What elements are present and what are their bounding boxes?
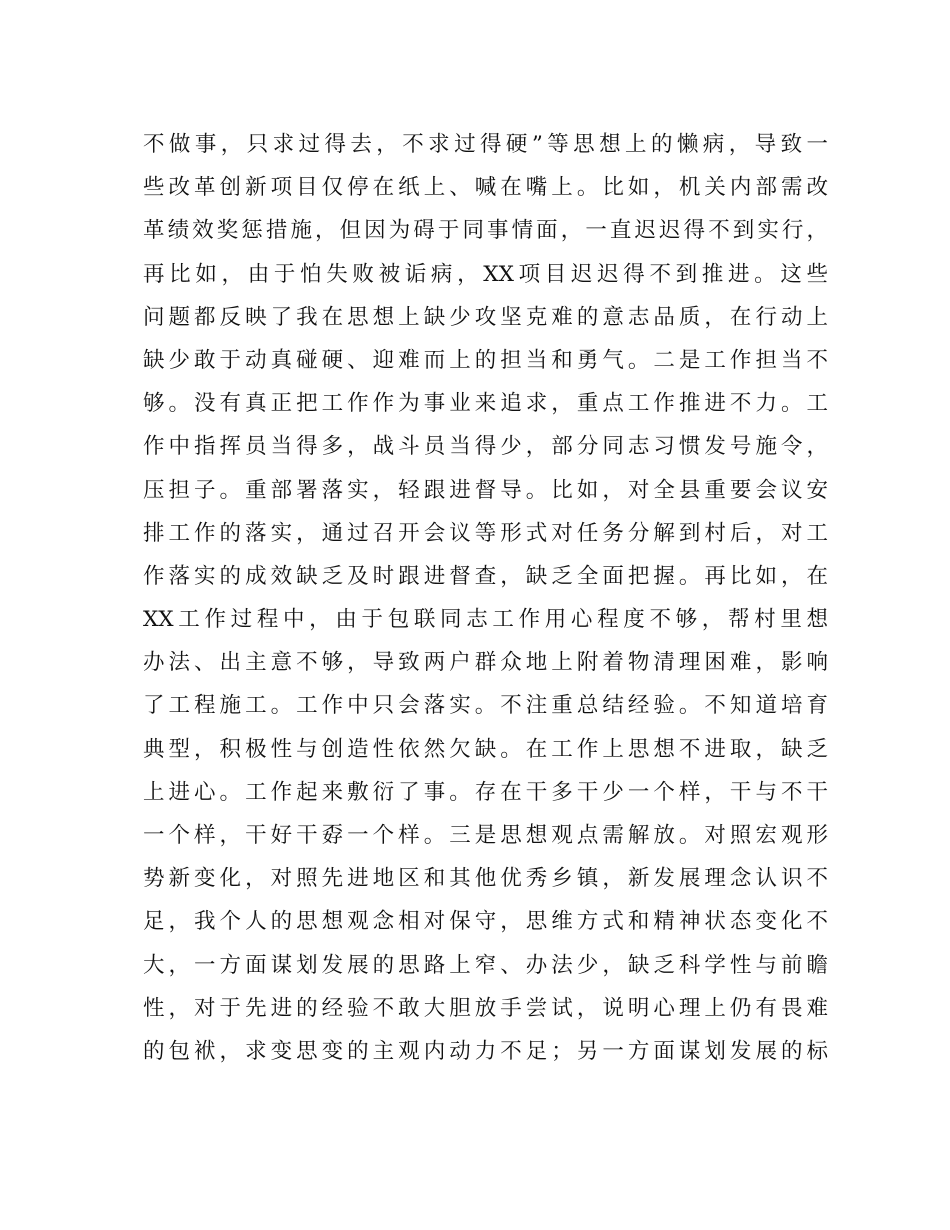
text-line: 再比如，由于怕失败被诟病，XX项目迟迟得不到推进。这些 bbox=[143, 261, 828, 287]
text-line: 上进心。工作起来敷衍了事。存在干多干少一个样，干与不干 bbox=[143, 779, 828, 805]
text-line: 一个样，干好干孬一个样。三是思想观点需解放。对照宏观形 bbox=[143, 823, 828, 848]
text-line: 压担子。重部署落实，轻跟进督导。比如，对全县重要会议安 bbox=[143, 477, 828, 503]
text-line: 些改革创新项目仅停在纸上、喊在嘴上。比如，机关内部需改 bbox=[143, 175, 828, 201]
text-line: 作落实的成效缺乏及时跟进督查，缺乏全面把握。再比如，在 bbox=[143, 563, 828, 589]
text-line: 缺少敢于动真碰硬、迎难而上的担当和勇气。二是工作担当不 bbox=[143, 347, 828, 373]
text-line: 办法、出主意不够，导致两户群众地上附着物清理困难，影响 bbox=[143, 650, 828, 676]
text-line: 典型，积极性与创造性依然欠缺。在工作上思想不进取，缺乏 bbox=[143, 736, 828, 762]
text-line: 革绩效奖惩措施，但因为碍于同事情面，一直迟迟得不到实行， bbox=[143, 218, 828, 244]
text-line: 够。没有真正把工作作为事业来追求，重点工作推进不力。工 bbox=[143, 391, 828, 417]
text-line: 了工程施工。工作中只会落实。不注重总结经验。不知道培育 bbox=[143, 693, 828, 719]
text-line: 足，我个人的思想观念相对保守，思维方式和精神状态变化不 bbox=[143, 909, 828, 935]
text-line: 排工作的落实，通过召开会议等形式对任务分解到村后，对工 bbox=[143, 520, 828, 546]
text-line: XX工作过程中，由于包联同志工作用心程度不够，帮村里想 bbox=[143, 607, 828, 633]
text-line: 势新变化，对照先进地区和其他优秀乡镇，新发展理念认识不 bbox=[143, 866, 828, 892]
body-paragraph bbox=[143, 123, 828, 1073]
text-line: 作中指挥员当得多，战斗员当得少，部分同志习惯发号施令， bbox=[143, 434, 828, 460]
text-line: 问题都反映了我在思想上缺少攻坚克难的意志品质，在行动上 bbox=[143, 304, 828, 330]
text-line: 不做事，只求过得去，不求过得硬”等思想上的懒病，导致一 bbox=[143, 132, 828, 157]
text-line: 的包袱，求变思变的主观内动力不足；另一方面谋划发展的标 bbox=[143, 1038, 828, 1064]
text-line: 大，一方面谋划发展的思路上窄、办法少，缺乏科学性与前瞻 bbox=[143, 952, 828, 978]
text-line: 性，对于先进的经验不敢大胆放手尝试，说明心理上仍有畏难 bbox=[143, 995, 828, 1021]
